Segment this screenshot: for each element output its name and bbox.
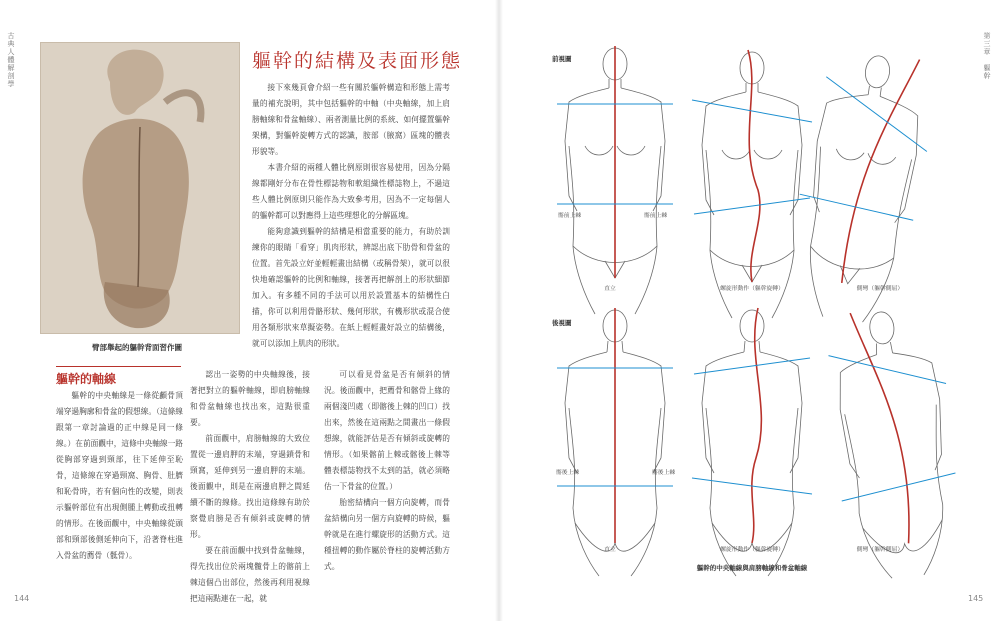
column-paragraph: 軀幹的中央軸線是一條從顱骨頂端穿過胸廓和骨盆的假想線。（這條線跟第一章討論過的正中線是同一條線。）在前面觀中，這條中央軸線一路從胸部穿過到頸部，往下延伸至恥骨，這條線在穿過頸窩、胸骨、肚臍和恥骨時，若有個向性的改變，則表示軀幹部位有出現側腫上轉動或扭轉的情形。在後面觀中，中央軸線從頭部和頸部後側延伸向下，沿著脊柱進入骨盆的薦骨（骶骨）。 bbox=[56, 391, 183, 560]
book-gutter bbox=[495, 0, 503, 621]
column-paragraph: 前面觀中，肩膀軸線的大致位置從一邊肩胛的末端，穿過鎖骨和頸窩，延伸到另一邊肩胛的末端。後面觀中，則是在兩邊肩胛之間延續不斷的線條。找出這條線有助於察覺肩膀是否有傾斜或旋轉的情形。 bbox=[190, 434, 310, 539]
label-side-bend-back: 側彎（軀幹側屈） bbox=[856, 547, 904, 553]
label-spiral: 螺旋形動作（軀幹旋轉） bbox=[720, 286, 784, 292]
intro-paragraph: 接下來幾頁會介紹一些有關於軀幹構造和形態上需考量的補充說明，其中包括軀幹的中軸（中央軸線，加上肩膀軸線和骨盆軸線）、兩者測量比例的系統、如何擺置軀幹架構，對軀幹旋轉方式的認識，胺部（腋窩）區塊的體表形貌等。 bbox=[252, 83, 450, 156]
label-upright-back: 直立 bbox=[604, 547, 616, 553]
back-view-header: 後視圖 bbox=[552, 319, 572, 327]
column-paragraph: 可以看見骨盆是否有傾斜的情況。後面觀中，把薦骨和髂骨上緣的兩個淺凹處（即髂後上棘的凹口）找出來，然後在這兩點之間畫出一條假想線，就能評估是否有傾斜或旋轉的情形。（如果髂前上棘或髂後上棘等體表標誌物找不太到的話，就必須略估一下骨盆的位置。） bbox=[324, 370, 450, 491]
intro-text bbox=[252, 80, 450, 352]
back-side-bend-figure bbox=[822, 304, 960, 580]
page-title: 軀幹的結構及表面形態 bbox=[252, 50, 463, 72]
column-paragraph: 要在前面觀中找到骨盆軸線，得先找出位於兩塊髖骨上的髂前上棘這個凸出部位，然後再利用視線把這兩點連在一起，就 bbox=[190, 546, 310, 603]
asis-label-right: 髂前上棘 bbox=[644, 213, 668, 219]
asis-label-left: 髂前上棘 bbox=[558, 213, 582, 219]
diagram-caption: 軀幹的中央軸線與肩膀軸線和骨盆軸線 bbox=[696, 564, 808, 572]
section-rule bbox=[56, 366, 181, 367]
column-paragraph: 胎密結構向一個方向旋轉，而骨盆結構向另一個方向旋轉的時候，軀幹就是在進行螺旋形的活動方式。這種扭轉的動作屬於脊柱的旋轉活動方式。 bbox=[324, 498, 450, 571]
photo-caption: 臂部舉起的軀幹背面習作圖 bbox=[92, 343, 182, 352]
label-upright: 直立 bbox=[604, 286, 616, 292]
text-column-3 bbox=[324, 367, 450, 575]
text-column-1 bbox=[56, 388, 183, 564]
back-spiral-figure bbox=[692, 308, 812, 576]
figure-sketch-image bbox=[40, 42, 240, 334]
psis-label-right: 髂後上棘 bbox=[652, 470, 676, 476]
label-side-bend: 側彎（軀幹側屈） bbox=[856, 286, 904, 292]
label-spiral-back: 螺旋形動作（軀幹旋轉） bbox=[720, 547, 784, 553]
torso-back-drawing bbox=[40, 42, 240, 334]
right-running-header: 第三章 軀幹 bbox=[983, 32, 991, 80]
column-paragraph: 認出一姿勢的中央軸線後，接著把對立的軀幹軸線，即肩膀軸線和骨盆軸線也找出來，這點很重要。 bbox=[190, 370, 310, 427]
torso-axes-diagram bbox=[540, 40, 960, 580]
back-upright-figure bbox=[557, 308, 676, 576]
front-upright-figure bbox=[557, 46, 673, 314]
front-spiral-figure bbox=[692, 50, 812, 318]
front-view-header: 前視圖 bbox=[552, 55, 572, 63]
text-column-2 bbox=[190, 367, 310, 607]
section-title: 軀幹的軸線 bbox=[56, 372, 117, 386]
page-number-left: 144 bbox=[14, 594, 30, 603]
page-number-right: 145 bbox=[968, 594, 984, 603]
left-running-header: 古典人體解剖學 bbox=[7, 32, 15, 88]
psis-label-left: 髂後上棘 bbox=[556, 470, 580, 476]
intro-paragraph: 本書介紹的兩種人體比例原則很容易使用，因為分隔線都剛好分布在骨性標誌物和軟組織性標誌物上，不過這些人體比例原則只能作為大致參考用，因為不一定每個人的軀幹都可以對應得上這些理想化的分解區塊。 bbox=[252, 163, 450, 220]
intro-paragraph: 能夠意識到軀幹的結構是相當重要的能力，有助於訓練你的眼睛「看穿」肌肉形狀，辨認出底下肋骨和骨盆的位置。首先設立好並輕輕畫出結構（或稱骨架），就可以很快地確認軀幹的比例和軸線，接著再把解剖上的形狀細節加入。有多種不同的手法可以用於設置基本的結構性白描，你可以利用骨骼形狀、幾何形狀，有機形狀或混合使用各類形狀來草擬姿勢。在紙上輕輕畫好設立的結構後，就可以添加上肌肉的形狀。 bbox=[252, 227, 450, 348]
